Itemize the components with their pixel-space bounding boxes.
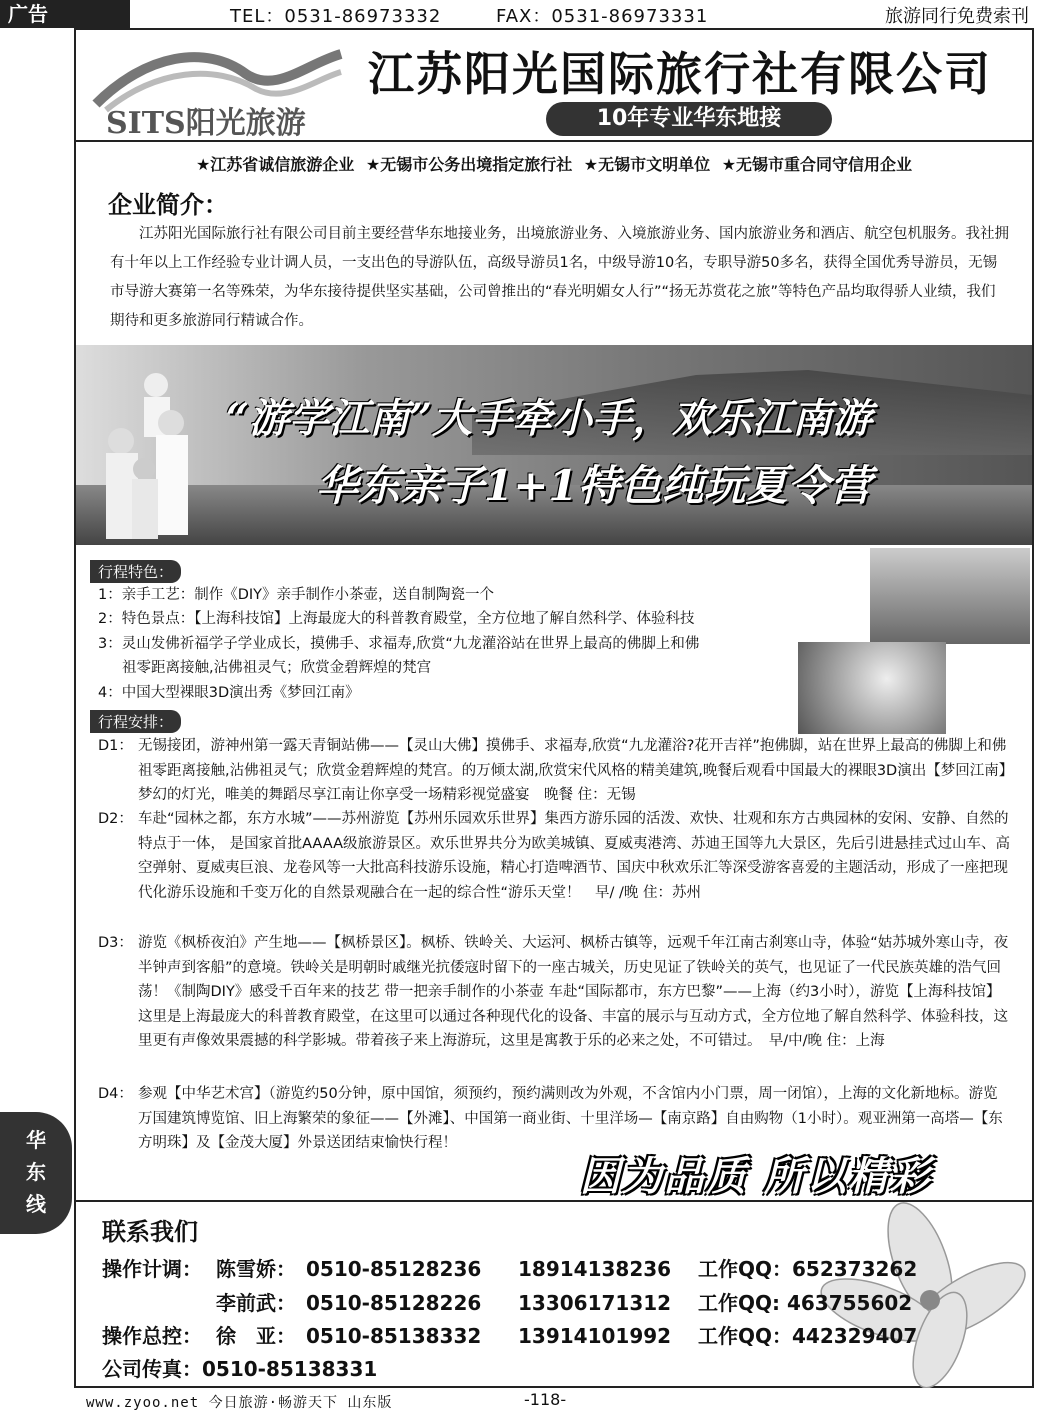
contact-name: 陈雪娇： [216,1257,296,1281]
contact-phone: 0510-85128236 [306,1257,482,1281]
feature-item: 1：亲手工艺：制作《DIY》亲手制作小茶壶，送自制陶瓷一个 [98,587,495,603]
contact-mobile: 13306171312 [518,1291,672,1315]
tel-number: TEL：0531-86973332 [230,6,442,27]
side-tab-char: 华 [26,1128,46,1152]
day-tag: D2： [98,811,133,827]
contact-mobile: 18914138236 [518,1257,672,1281]
day-item [98,734,1010,808]
honors-line: ★江苏省诚信旅游企业 ★无锡市公务出境指定旅行社 ★无锡市文明单位 ★无锡市重合同守信用企业 [195,155,913,174]
top-bar [0,0,1039,28]
contact-qq: 工作QQ: 463755602 [698,1291,913,1315]
index-note: 旅游同行免费索刊 [885,6,1029,27]
side-tab-huadong [0,1112,72,1234]
day-item [98,807,1010,905]
day-item [98,931,1010,1054]
schedule-label: 行程安排： [90,710,181,733]
ad-tag: 广告 [0,0,130,28]
buddha-photo [798,642,946,734]
contact-name: 徐 亚： [216,1324,296,1348]
fax-number: FAX：0531-86973331 [496,6,709,27]
feature-item: 2：特色景点：【上海科技馆】上海最庞大的科普教育殿堂，全方位地了解自然科学、体验科技 [98,611,695,627]
feature-item: 祖零距离接触,沾佛祖灵气；欣赏金碧辉煌的梵宫 [122,660,432,676]
dinosaur-photo [870,548,1030,644]
tagline: 10年专业华东地接 [546,102,832,136]
quality-slogan: 因为品质 所以精彩 [580,1154,932,1200]
contact-mobile: 13914101992 [518,1324,672,1348]
footer-site: www.zyoo.net 今日旅游·畅游天下 山东版 [86,1395,393,1411]
contact-row [102,1287,912,1316]
day-tag: D1： [98,738,133,754]
day-tag: D4： [98,1086,133,1102]
side-tab-char: 线 [26,1192,46,1216]
day-body: 参观【中华艺术宫】（游览约50分钟，原中国馆，须预约，预约满则改为外观，不含馆内小门票，周一闭馆），上海的文化新地标。游览万国建筑博览馆、旧上海繁荣的象征——【外滩】、中国第一商业街、十里洋场—【南京路】自由购物（1小时）。观亚洲第一高塔—【东方明珠】及【金茂大厦】外景送团结束愉快行程！ [138,1086,1003,1151]
contact-role: 操作总控： [102,1324,202,1348]
banner-slogan-1: “游学江南”大手牵小手，欢乐江南游 [226,395,873,442]
contact-phone: 0510-85128226 [306,1291,482,1315]
side-tab-char: 东 [26,1160,46,1184]
banner [76,345,1032,545]
contact-phone: 0510-85138332 [306,1324,482,1348]
day-body: 游览《枫桥夜泊》产生地——【枫桥景区】。枫桥、铁岭关、大运河、枫桥古镇等，远观千年江南古刹寒山寺，体验“姑苏城外寒山寺，夜半钟声到客船”的意境。铁岭关是明朝时戚继光抗倭寇时留下的一座古城关，历史见证了铁岭关的英气，也见证了一代民族英雄的浩气回荡！《制陶DIY》感受千百年来的技艺 带一把亲手制作的小茶壶 车赴“国际都市，东方巴黎”——上海（约3小时），游览【上海科技馆】这里是上海最庞大的科普教育殿堂，在这里可以通过各种现代化的设备、丰富的展示与互动方式，全方位地了解自然科学、体验科技，这里更有声像效果震撼的科学影城。带着孩子来上海游玩，这里是寓教于乐的必来之处，不可错过。 [138,935,1009,1049]
family-photo [86,363,206,543]
intro-body: 江苏阳光国际旅行社有限公司目前主要经营华东地接业务，出境旅游业务、入境旅游业务、国内旅游业务和酒店、航空包机服务。我社拥有十年以上工作经验专业计调人员，一支出色的导游队伍，高级导游员1名，中级导游10名，专职导游50多名，获得全国优秀导游员，无锡市导游大赛第一名等殊荣，为华东接待提供坚实基础，公司曾推出的“春光明媚女人行”“扬无苏赏花之旅”等特色产品均取得骄人业绩，我们期待和更多旅游同行精诚合作。 [110,226,1009,329]
contact-row [102,1253,917,1282]
day-tag: D3： [98,935,133,951]
feature-item: 3：灵山发佛祈福学子学业成长，摸佛手、求福寿,欣赏“九龙灌浴站在世界上最高的佛脚上和佛 [98,636,700,652]
features-label: 行程特色： [90,560,181,583]
day-body: 无锡接团，游神州第一露天青铜站佛——【灵山大佛】摸佛手、求福寿,欣赏“九龙灌浴?花开吉祥”抱佛脚，站在世界上最高的佛脚上和佛祖零距离接触,沾佛祖灵气；欣赏金碧辉煌的梵宫。的万倾太湖,欣赏宋代风格的精美建筑,晚餐后观看中国最大的裸眼3D演出【梦回江南】梦幻的灯光，唯美的舞蹈尽享江南让你享受一场精彩视觉盛宴 [138,738,1007,803]
contact-qq: 工作QQ：652373262 [698,1257,918,1281]
feature-item: 4：中国大型裸眼3D演出秀《梦回江南》 [98,685,360,701]
day-meal: 早/ /晚 住：苏州 [595,884,702,901]
fax-label: 公司传真： [102,1357,202,1381]
logo-text: SITS阳光旅游 [106,106,306,141]
contact-name: 李前武： [216,1291,296,1315]
page-number: -118- [524,1390,567,1409]
contact-role: 操作计调： [102,1257,202,1281]
contact-title: 联系我们 [102,1218,198,1246]
day-body: 车赴“园林之都，东方水城”——苏州游览【苏州乐园欢乐世界】集西方游乐园的活泼、欢快、壮观和东方古典园林的安闲、安静、自然的特点于一体， 是国家首批AAAA级旅游景区。欢乐世界共分为欧美城镇、夏威夷港湾、苏迪王国等九大景区，先后引进悬挂式过山车、高空弹射、夏威夷巨浪、龙卷风等一大批高科技游乐设施，精心打造啤酒节、国庆中秋欢乐汇等深受游客喜爱的主题活动，形成了一座把现代化游乐设施和千变万化的自然景观融合在一起的综合性“游乐天堂！ [138,811,1010,901]
banner-slogan-2: 华东亲子1+1特色纯玩夏令营 [316,461,872,510]
company-name: 江苏阳光国际旅行社有限公司 [368,47,992,101]
intro-title: 企业简介： [108,191,228,219]
contact-row [102,1320,917,1349]
contact-fax-row [102,1353,377,1382]
fax-value: 0510-85138331 [202,1357,378,1381]
contact-qq: 工作QQ：442329407 [698,1324,918,1348]
day-meal: 晚餐 住：无锡 [544,787,636,803]
header [76,30,1032,142]
day-meal: 早/中/晚 住：上海 [768,1033,885,1049]
